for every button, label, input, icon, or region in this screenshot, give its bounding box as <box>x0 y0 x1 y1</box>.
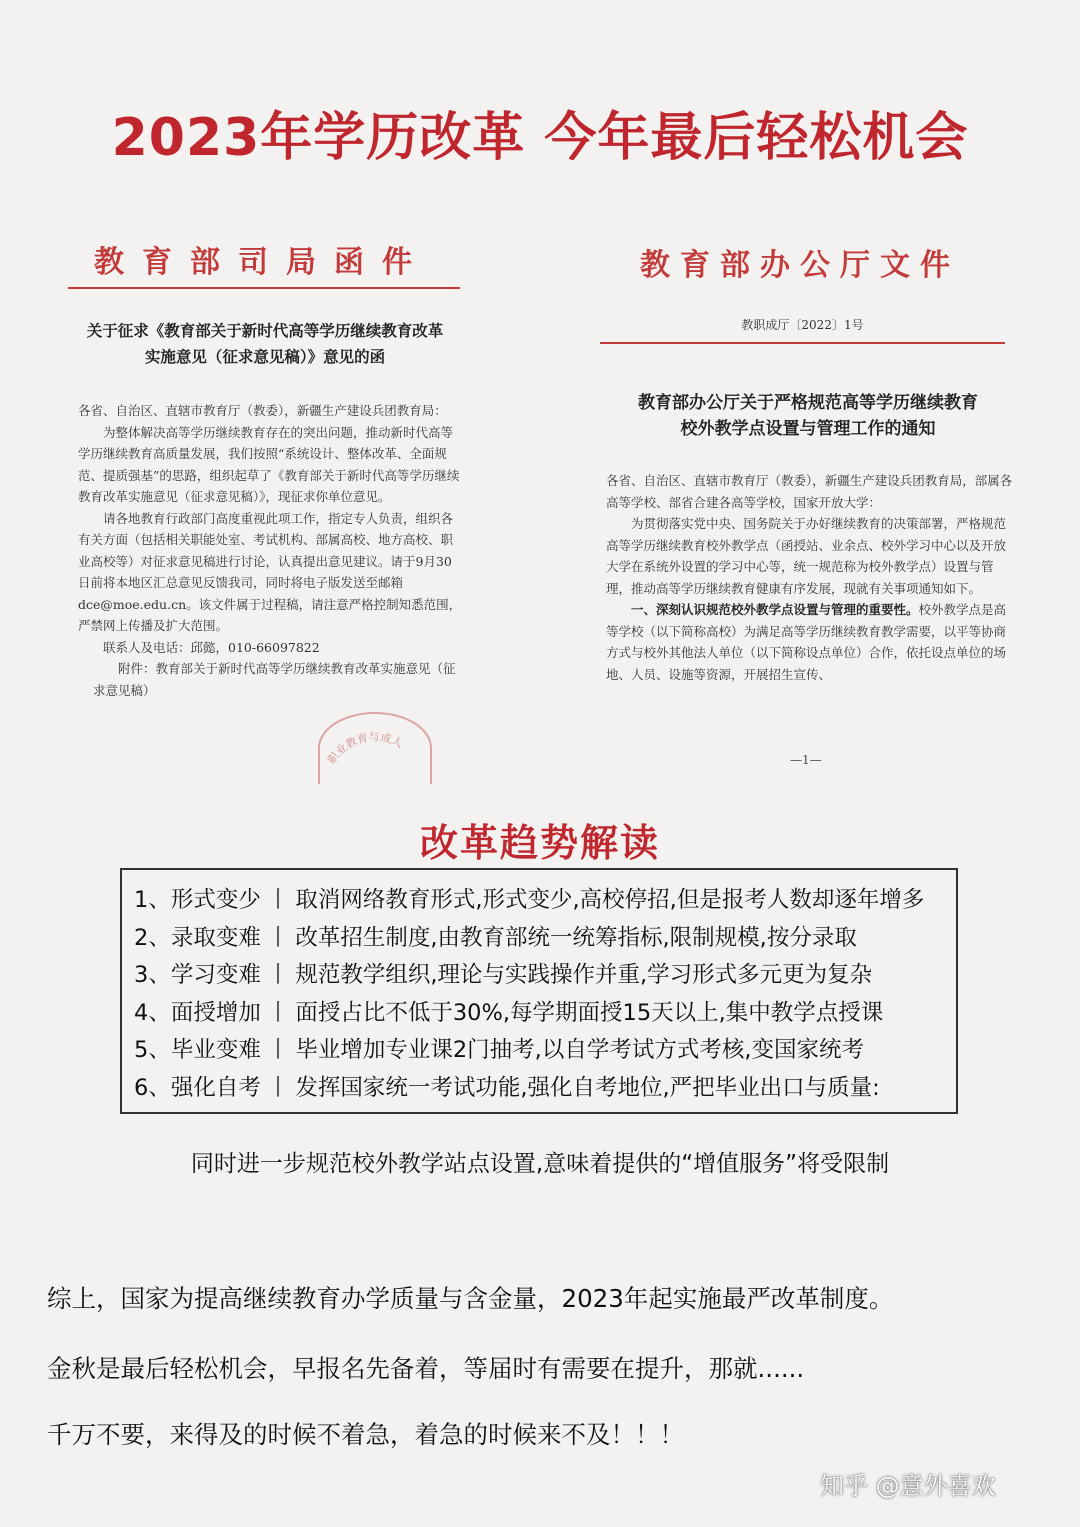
left-doc-paragraph: 请各地教育行政部门高度重视此项工作，指定专人负责，组织各有关方面（包括相关职能处室、考试机构、部属高校、地方高校、职业高校等）对征求意见稿进行讨论，认真提出意见建议。请于9月30日前将本地区汇总意见反馈我司，同时将电子版发送至邮箱 dce@moe.edu.cn。该文件属于过程稿，请注意严格控制知悉范围，严禁网上传播及扩大范围。 <box>78 510 462 633</box>
trend-index: 2、 <box>134 924 171 951</box>
trend-item <box>134 1032 956 1070</box>
left-doc-paragraph: 联系人及电话：邱懿，010-66097822 <box>103 639 320 655</box>
right-doc-header: 教育部办公厅文件 <box>640 248 960 283</box>
left-doc-title-line2: 实施意见（征求意见稿）》意见的函 <box>144 347 386 366</box>
trend-name: 毕业变难 <box>170 1037 261 1063</box>
right-doc-section-text: 校外教学点是高等学校（以下简称高校）为满足高等学历继续教育教学需要，以平等协商方式与校外其他法人单位（以下简称设点单位）合作，依托设点单位的场地、人员、设施等资源，开展招生宣传、 <box>606 602 1007 682</box>
trend-desc: 规范教学组织,理论与实践操作并重,学习形式多元更为复杂 <box>295 962 873 988</box>
right-doc-paragraph: 为贯彻落实党中央、国务院关于办好继续教育的决策部署，严格规范高等学历继续教育校外教学点（函授站、业余点、校外学习中心以及开放大学在系统外设置的学习中心等，统一规范称为校外教学点）设置与管理，推动高等学历继续教育健康有序发展，现就有关事项通知如下。 <box>606 516 1007 596</box>
trend-separator: 丨 <box>266 962 290 988</box>
trend-list-box <box>120 868 958 1114</box>
trend-item <box>134 882 956 920</box>
trend-name: 学习变难 <box>170 962 261 988</box>
left-doc-title <box>60 318 470 370</box>
left-doc-paragraph: 为整体解决高等学历继续教育存在的突出问题，推动新时代高等学历继续教育高质量发展，我们按照“系统设计、整体改革、全面规范、提质强基”的思路，组织起草了《教育部关于新时代高等学历继续教育改革实施意见（征求意见稿）》，现征求你单位意见。 <box>78 424 460 504</box>
summary-line: 综上，国家为提高继续教育办学质量与含金量，2023年起实施最严改革制度。 <box>47 1284 894 1313</box>
trend-desc: 发挥国家统一考试功能,强化自考地位,严把毕业出口与质量: <box>295 1074 880 1101</box>
doc-number: 教职成厅〔2022〕1号 <box>741 318 864 332</box>
right-doc-section <box>606 599 1016 685</box>
note-line: 同时进一步规范校外教学站点设置,意味着提供的“增值服务”将受限制 <box>190 1151 890 1177</box>
trend-index: 5、 <box>134 1037 171 1063</box>
trend-separator: 丨 <box>266 1037 290 1063</box>
svg-text:职业教育与成人 <box>325 730 405 767</box>
left-doc-paragraph: 附件：教育部关于新时代高等学历继续教育改革实施意见（征求意见稿） <box>93 661 456 698</box>
trend-index: 4、 <box>134 999 171 1026</box>
trend-name: 录取变难 <box>170 924 261 951</box>
trend-desc: 毕业增加专业课2门抽考,以自学考试方式考核,变国家统考 <box>295 1037 864 1063</box>
right-doc-body <box>606 470 1016 685</box>
trend-index: 3、 <box>134 962 171 988</box>
right-doc-section-heading: 一、深刻认识规范校外教学点设置与管理的重要性。 <box>631 602 919 617</box>
section-title: 改革趋势解读 <box>419 821 660 865</box>
trend-index: 1、 <box>134 887 171 913</box>
right-doc-red-rule <box>600 342 1005 344</box>
right-doc-title <box>598 390 1018 442</box>
right-doc-title-line2: 校外教学点设置与管理工作的通知 <box>680 419 936 439</box>
trend-name: 形式变少 <box>170 887 261 913</box>
trend-desc: 改革招生制度,由教育部统一统筹指标,限制规模,按分录取 <box>295 924 857 951</box>
trend-separator: 丨 <box>266 999 290 1026</box>
page-headline: 2023年学历改革 今年最后轻松机会 <box>111 108 969 168</box>
left-doc-title-line1: 关于征求《教育部关于新时代高等学历继续教育改革 <box>86 321 444 340</box>
left-document <box>60 225 470 698</box>
right-doc-paragraph: 各省、自治区、直辖市教育厅（教委），新疆生产建设兵团教育局，部属各高等学校、部省合建各高等学校，国家开放大学： <box>606 473 1013 510</box>
trend-separator: 丨 <box>266 924 290 951</box>
trend-item <box>134 995 956 1033</box>
official-seal-stamp <box>318 712 432 784</box>
left-doc-header: 教育部司局函件 <box>94 245 430 280</box>
trend-name: 面授增加 <box>170 999 261 1026</box>
trend-desc: 取消网络教育形式,形式变少,高校停招,但是报考人数却逐年增多 <box>295 887 925 913</box>
trend-index: 6、 <box>134 1074 171 1101</box>
summary-line: 千万不要，来得及的时候不着急，着急的时候来不及！！！ <box>47 1420 684 1449</box>
summary-line: 金秋是最后轻松机会，早报名先备着，等届时有需要在提升，那就...... <box>47 1354 805 1383</box>
trend-separator: 丨 <box>266 1074 290 1101</box>
trend-item <box>134 920 956 958</box>
seal-text: 职业教育与成人 <box>325 730 405 767</box>
left-doc-red-rule <box>68 287 460 289</box>
left-doc-body <box>78 400 463 701</box>
left-doc-paragraph: 各省、自治区、直辖市教育厅（教委），新疆生产建设兵团教育局： <box>78 403 447 418</box>
trend-item <box>134 957 956 995</box>
zhihu-watermark: 知乎 @意外喜欢 <box>820 1472 996 1500</box>
trend-desc: 面授占比不低于30%,每学期面授15天以上,集中教学点授课 <box>295 999 884 1026</box>
trend-separator: 丨 <box>266 887 290 913</box>
trend-item <box>134 1070 956 1108</box>
page-number: —1— <box>790 753 822 767</box>
trend-name: 强化自考 <box>170 1074 261 1101</box>
right-doc-title-line1: 教育部办公厅关于严格规范高等学历继续教育 <box>638 393 978 413</box>
